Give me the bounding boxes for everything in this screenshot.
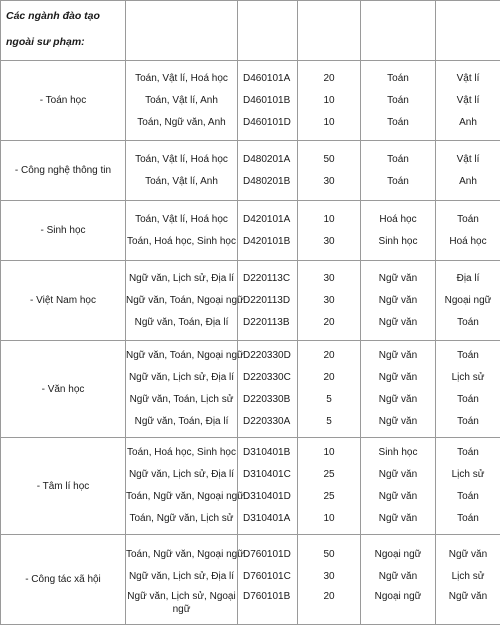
tiebreak-subject-cell-line: Toán (436, 345, 500, 367)
major-group-row (1, 438, 500, 535)
quota-cell-line: 10 (298, 442, 360, 464)
tiebreak-subject-cell-stack (436, 68, 500, 134)
main-subject-cell (361, 141, 436, 201)
tiebreak-subject-cell (436, 201, 500, 261)
main-subject-cell (361, 201, 436, 261)
tiebreak-subject-cell-line: Vật lí (436, 90, 500, 112)
quota-cell-line: 20 (298, 312, 360, 334)
main-subject-cell-line: Sinh học (361, 231, 435, 253)
quota-cell-stack (298, 68, 360, 134)
quota-cell-line: 30 (298, 268, 360, 290)
subjects-cell-line: Toán, Ngữ văn, Ngoại ngữ (126, 486, 237, 508)
quota-cell-line: 25 (298, 464, 360, 486)
quota-cell-line: 10 (298, 508, 360, 530)
tiebreak-subject-cell-line: Hoá học (436, 231, 500, 253)
major-group-row (1, 61, 500, 141)
main-subject-cell-stack (361, 345, 435, 433)
major-name: - Công nghệ thông tin (1, 141, 126, 201)
tiebreak-subject-cell-line: Toán (436, 442, 500, 464)
main-subject-cell (361, 438, 436, 535)
tiebreak-subject-cell-line: Ngữ văn (436, 544, 500, 566)
main-subject-cell-stack (361, 209, 435, 253)
quota-cell-line: 5 (298, 389, 360, 411)
code-cell-line: D420101A (238, 209, 297, 231)
subjects-cell-line: Ngữ văn, Lịch sử, Địa lí (126, 367, 237, 389)
main-subject-cell-line: Toán (361, 171, 435, 193)
tiebreak-subject-cell-line: Lịch sử (436, 367, 500, 389)
tiebreak-subject-cell (436, 535, 500, 625)
tiebreak-subject-cell-line: Vật lí (436, 149, 500, 171)
main-subject-cell-line: Ngoại ngữ (361, 588, 435, 616)
tiebreak-subject-cell-line: Anh (436, 112, 500, 134)
tiebreak-subject-cell (436, 261, 500, 341)
subjects-cell (126, 438, 238, 535)
quota-cell-line: 5 (298, 411, 360, 433)
code-cell-stack (238, 345, 297, 433)
quota-cell-line: 25 (298, 486, 360, 508)
main-subject-cell (361, 535, 436, 625)
major-group-row (1, 141, 500, 201)
main-subject-cell-stack (361, 442, 435, 530)
header-row (1, 1, 500, 61)
header-cell (298, 1, 361, 61)
code-cell (238, 261, 298, 341)
main-subject-cell-stack (361, 149, 435, 193)
quota-cell-line: 30 (298, 231, 360, 253)
quota-cell-line: 20 (298, 68, 360, 90)
code-cell-line: D480201B (238, 171, 297, 193)
header-cell (436, 1, 500, 61)
quota-cell-line: 20 (298, 367, 360, 389)
code-cell-line: D220113B (238, 312, 297, 334)
tiebreak-subject-cell-line: Toán (436, 486, 500, 508)
subjects-cell-line: Toán, Vật lí, Anh (126, 171, 237, 193)
code-cell (238, 438, 298, 535)
code-cell-line: D460101D (238, 112, 297, 134)
quota-cell-line: 10 (298, 112, 360, 134)
code-cell-stack (238, 149, 297, 193)
tiebreak-subject-cell (436, 341, 500, 438)
quota-cell-stack (298, 209, 360, 253)
main-subject-cell-line: Ngữ văn (361, 268, 435, 290)
tiebreak-subject-cell-line: Toán (436, 209, 500, 231)
code-cell (238, 61, 298, 141)
tiebreak-subject-cell-stack (436, 209, 500, 253)
main-subject-cell-line: Toán (361, 149, 435, 171)
main-subject-cell-line: Ngữ văn (361, 508, 435, 530)
code-cell-line: D480201A (238, 149, 297, 171)
header-cell (126, 1, 238, 61)
subjects-cell-stack (126, 268, 237, 334)
code-cell-line: D460101A (238, 68, 297, 90)
tiebreak-subject-cell-line: Ngữ văn (436, 588, 500, 616)
code-cell-line: D760101B (238, 588, 297, 616)
code-cell-line: D220113D (238, 290, 297, 312)
quota-cell (298, 438, 361, 535)
main-subject-cell-line: Ngữ văn (361, 486, 435, 508)
table-body (1, 1, 500, 625)
main-subject-cell-line: Ngữ văn (361, 367, 435, 389)
subjects-cell-line: Toán, Hoá học, Sinh học (126, 442, 237, 464)
subjects-cell-stack (126, 544, 237, 616)
subjects-cell (126, 201, 238, 261)
quota-cell (298, 261, 361, 341)
main-subject-cell-line: Ngữ văn (361, 312, 435, 334)
subjects-cell-stack (126, 149, 237, 193)
subjects-cell-line: Toán, Vật lí, Hoá học (126, 149, 237, 171)
major-group-row (1, 261, 500, 341)
tiebreak-subject-cell-line: Lịch sử (436, 566, 500, 588)
quota-cell-stack (298, 442, 360, 530)
main-subject-cell-stack (361, 268, 435, 334)
quota-cell-stack (298, 345, 360, 433)
major-name: - Sinh học (1, 201, 126, 261)
major-group-row (1, 535, 500, 625)
subjects-cell (126, 261, 238, 341)
subjects-cell-line: Toán, Vật lí, Hoá học (126, 68, 237, 90)
subjects-cell-line: Toán, Vật lí, Hoá học (126, 209, 237, 231)
main-subject-cell (361, 261, 436, 341)
code-cell-stack (238, 268, 297, 334)
major-name: - Tâm lí học (1, 438, 126, 535)
tiebreak-subject-cell (436, 438, 500, 535)
quota-cell-line: 50 (298, 149, 360, 171)
subjects-cell-line: Ngữ văn, Lịch sử, Địa lí (126, 464, 237, 486)
subjects-cell-line: Toán, Ngữ văn, Ngoại ngữ (126, 544, 237, 566)
main-subject-cell (361, 341, 436, 438)
subjects-cell-line: Ngữ văn, Toán, Ngoại ngữ (126, 345, 237, 367)
main-subject-cell-line: Ngữ văn (361, 290, 435, 312)
subjects-cell (126, 141, 238, 201)
tiebreak-subject-cell-line: Toán (436, 508, 500, 530)
main-subject-cell-line: Ngoại ngữ (361, 544, 435, 566)
tiebreak-subject-cell-stack (436, 149, 500, 193)
code-cell-line: D220330B (238, 389, 297, 411)
main-subject-cell-line: Toán (361, 68, 435, 90)
quota-cell (298, 201, 361, 261)
tiebreak-subject-cell-line: Địa lí (436, 268, 500, 290)
code-cell-line: D220330D (238, 345, 297, 367)
tiebreak-subject-cell (436, 61, 500, 141)
tiebreak-subject-cell-stack (436, 442, 500, 530)
tiebreak-subject-cell-line: Toán (436, 389, 500, 411)
main-subject-cell (361, 61, 436, 141)
subjects-cell-stack (126, 345, 237, 433)
tiebreak-subject-cell-stack (436, 268, 500, 334)
subjects-cell-line: Ngữ văn, Toán, Lịch sử (126, 389, 237, 411)
tiebreak-subject-cell-line: Anh (436, 171, 500, 193)
code-cell-line: D310401B (238, 442, 297, 464)
code-cell-line: D220330A (238, 411, 297, 433)
quota-cell-line: 10 (298, 209, 360, 231)
quota-cell (298, 61, 361, 141)
main-subject-cell-line: Ngữ văn (361, 411, 435, 433)
tiebreak-subject-cell-stack (436, 345, 500, 433)
main-subject-cell-line: Toán (361, 112, 435, 134)
header-cell (361, 1, 436, 61)
quota-cell-line: 10 (298, 90, 360, 112)
code-cell-line: D220113C (238, 268, 297, 290)
code-cell-line: D310401D (238, 486, 297, 508)
subjects-cell-stack (126, 209, 237, 253)
subjects-cell-stack (126, 68, 237, 134)
main-subject-cell-line: Ngữ văn (361, 566, 435, 588)
tiebreak-subject-cell-stack (436, 544, 500, 616)
main-subject-cell-line: Toán (361, 90, 435, 112)
tiebreak-subject-cell-line: Lịch sử (436, 464, 500, 486)
subjects-cell-stack (126, 442, 237, 530)
quota-cell (298, 141, 361, 201)
code-cell-stack (238, 544, 297, 616)
main-subject-cell-line: Sinh học (361, 442, 435, 464)
subjects-cell (126, 341, 238, 438)
code-cell-line: D220330C (238, 367, 297, 389)
code-cell-line: D310401A (238, 508, 297, 530)
tiebreak-subject-cell-line: Vật lí (436, 68, 500, 90)
subjects-cell-line: Ngữ văn, Lịch sử, Địa lí (126, 566, 237, 588)
major-group-row (1, 201, 500, 261)
quota-cell-line: 30 (298, 171, 360, 193)
main-subject-cell-stack (361, 544, 435, 616)
subjects-cell-line: Ngữ văn, Lịch sử, Ngoại ngữ (126, 588, 237, 616)
quota-cell-line: 30 (298, 566, 360, 588)
major-name: - Toán học (1, 61, 126, 141)
code-cell-stack (238, 442, 297, 530)
code-cell-line: D310401C (238, 464, 297, 486)
quota-cell (298, 341, 361, 438)
quota-cell (298, 535, 361, 625)
subjects-cell (126, 61, 238, 141)
main-subject-cell-line: Ngữ văn (361, 389, 435, 411)
code-cell (238, 141, 298, 201)
code-cell-line: D460101B (238, 90, 297, 112)
code-cell-line: D760101D (238, 544, 297, 566)
subjects-cell-line: Toán, Ngữ văn, Lịch sử (126, 508, 237, 530)
subjects-cell-line: Ngữ văn, Lịch sử, Địa lí (126, 268, 237, 290)
subjects-cell-line: Toán, Ngữ văn, Anh (126, 112, 237, 134)
major-group-row (1, 341, 500, 438)
main-subject-cell-stack (361, 68, 435, 134)
subjects-cell-line: Ngữ văn, Toán, Ngoại ngữ (126, 290, 237, 312)
quota-cell-stack (298, 268, 360, 334)
quota-cell-stack (298, 544, 360, 616)
section-title: Các ngành đào tạo ngoài sư phạm: (1, 1, 126, 61)
subjects-cell-line: Toán, Hoá học, Sinh học (126, 231, 237, 253)
quota-cell-line: 50 (298, 544, 360, 566)
main-subject-cell-line: Hoá học (361, 209, 435, 231)
code-cell (238, 341, 298, 438)
subjects-cell-line: Toán, Vật lí, Anh (126, 90, 237, 112)
subjects-cell-line: Ngữ văn, Toán, Địa lí (126, 312, 237, 334)
tiebreak-subject-cell-line: Toán (436, 411, 500, 433)
code-cell-line: D760101C (238, 566, 297, 588)
quota-cell-stack (298, 149, 360, 193)
major-name: - Công tác xã hội (1, 535, 126, 625)
quota-cell-line: 20 (298, 588, 360, 616)
tiebreak-subject-cell-line: Ngoại ngữ (436, 290, 500, 312)
code-cell (238, 535, 298, 625)
main-subject-cell-line: Ngữ văn (361, 464, 435, 486)
quota-cell-line: 20 (298, 345, 360, 367)
subjects-cell-line: Ngữ văn, Toán, Địa lí (126, 411, 237, 433)
code-cell (238, 201, 298, 261)
code-cell-line: D420101B (238, 231, 297, 253)
major-name: - Văn học (1, 341, 126, 438)
major-name: - Việt Nam học (1, 261, 126, 341)
subjects-cell (126, 535, 238, 625)
quota-cell-line: 30 (298, 290, 360, 312)
code-cell-stack (238, 68, 297, 134)
header-cell (238, 1, 298, 61)
code-cell-stack (238, 209, 297, 253)
tiebreak-subject-cell-line: Toán (436, 312, 500, 334)
tiebreak-subject-cell (436, 141, 500, 201)
main-subject-cell-line: Ngữ văn (361, 345, 435, 367)
